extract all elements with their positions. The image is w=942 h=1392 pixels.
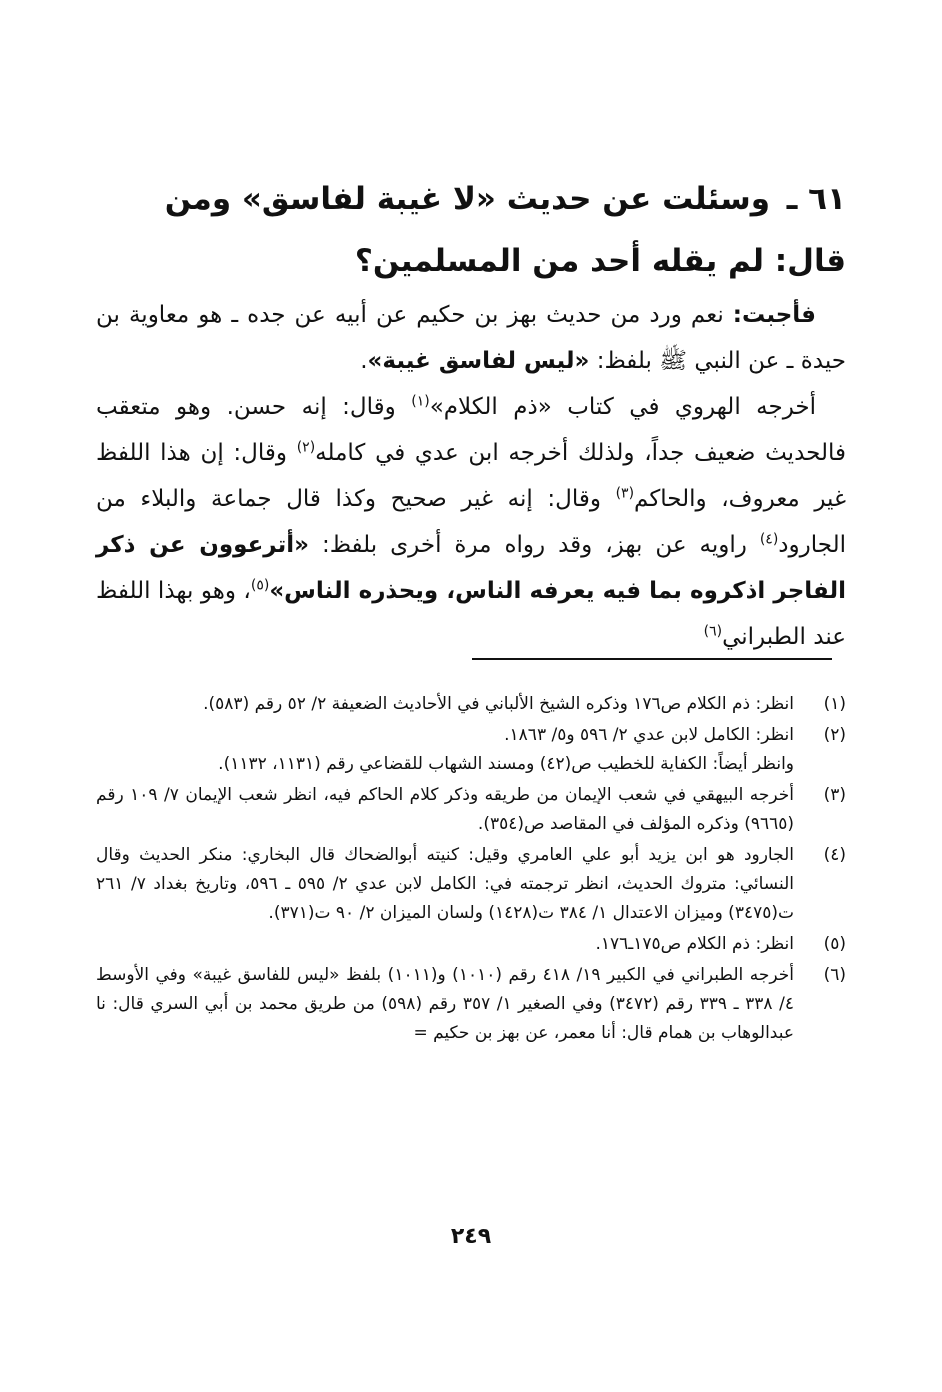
footnote-text: أخرجه البيهقي في شعب الإيمان من طريقه وذكر كلام الحاكم فيه، انظر شعب الإيمان ٧/ ١٠٩ رقم (٩٦٦٥) وذكره المؤلف في المقاصد ص(٣٥٤). [96, 785, 795, 834]
footnote-divider [472, 658, 832, 660]
footnote-4 [96, 841, 846, 928]
takhrij-text-c: وقال: إن هذا اللفظ غير معروف، والحاكم [96, 440, 846, 512]
footnote-text-line: انظر: الكامل لابن عدي ٢/ ٥٩٦ و٥/ ١٨٦٣. [504, 725, 794, 745]
footnote-number: (٦) [823, 965, 846, 985]
answer-lead: فأجبت: [732, 302, 816, 328]
answer-text: نعم ورد من حديث بهز بن حكيم عن أبيه عن جده ـ هو معاوية بن حيدة ـ عن النبي ﷺ بلفظ: [96, 302, 846, 374]
footnote-5 [96, 930, 846, 959]
footnote-number: (٥) [823, 934, 846, 954]
footnote-6 [96, 961, 846, 1048]
footnote-ref-3[interactable]: (٣) [615, 485, 635, 502]
footnote-number: (٣) [823, 785, 846, 805]
main-text [96, 292, 846, 660]
footnote-3 [96, 781, 846, 839]
question-number: ٦١ ـ [786, 181, 846, 217]
footnote-number: (٢) [823, 725, 846, 745]
question-text: وسئلت عن حديث «لا غيبة لفاسق» ومن قال: لم يقله أحد من المسلمين؟ [164, 181, 846, 279]
footnote-text: انظر: ذم الكلام ص١٧٥ـ١٧٦. [595, 934, 794, 954]
footnote-text: أخرجه الطبراني في الكبير ١٩/ ٤١٨ رقم (١٠١٠) و(١٠١١) بلفظ «ليس للفاسق غيبة» وفي الأوسط ٤/ ٣٣٨ ـ ٣٣٩ رقم (٣٤٧٢) وفي الصغير ١/ ٣٥٧ رقم (٥٩٨) من طريق محمد بن أبي السري قال: نا عبدالوهاب بن همام قال: أنا معمر، عن بهز بن حكيم = [96, 965, 795, 1043]
hadith-quote-2: «أترعوون عن ذكر الفاجر اذكروه بما فيه يعرفه الناس، ويحذره الناس» [96, 532, 847, 604]
takhrij-text-a: أخرجه الهروي في كتاب «ذم الكلام» [429, 394, 817, 420]
footnote-2 [96, 721, 846, 779]
footnote-ref-1[interactable]: (١) [411, 393, 430, 410]
hadith-quote: «ليس لفاسق غيبة» [367, 348, 590, 374]
footnote-text [96, 721, 794, 779]
footnote-text-line: وانظر أيضاً: الكفاية للخطيب ص(٤٢) ومسند الشهاب للقضاعي رقم (١١٣١، ١١٣٢). [218, 754, 794, 774]
takhrij-text-d: وقال: إنه غير صحيح وكذا قال جماعة والبلاء من الجارود [96, 486, 847, 558]
footnote-number: (١) [823, 694, 846, 714]
footnote-ref-5[interactable]: (٥) [250, 577, 270, 594]
footnote-text: الجارود هو ابن يزيد أبو علي العامري وقيل: كنيته أبوالضحاك قال البخاري: منكر الحديث وقال النسائي: متروك الحديث، انظر ترجمته في: الكامل لابن عدي ٢/ ٥٩٥ ـ ٥٩٦، وتاريخ بغداد ٧/ ٢٦١ ت(٣٤٧٥) وميزان الاعتدال ١/ ٣٨٤ ت(١٤٢٨) ولسان الميزان ٢/ ٩٠ ت(٣٧١). [96, 845, 794, 923]
footnote-ref-2[interactable]: (٢) [296, 439, 316, 456]
answer-end: . [360, 348, 368, 374]
footnote-ref-6[interactable]: (٦) [703, 623, 723, 640]
footnotes-section [96, 690, 846, 1050]
footnote-ref-4[interactable]: (٤) [759, 531, 779, 548]
page-number: ٢٤٩ [450, 1224, 492, 1249]
takhrij-text-b: وقال: إنه حسن. وهو متعقب فالحديث ضعيف جداً، ولذلك أخرجه ابن عدي في كامله [96, 394, 846, 466]
footnote-1 [96, 690, 846, 719]
takhrij-text-e: راويه عن بهز، وقد رواه مرة أخرى بلفظ: [308, 532, 760, 558]
footnote-text: انظر: ذم الكلام ص١٧٦ وذكره الشيخ الألباني في الأحاديث الضعيفة ٢/ ٥٢ رقم (٥٨٣). [203, 694, 794, 714]
footnote-number: (٤) [823, 845, 846, 865]
question-heading [96, 168, 846, 292]
takhrij-paragraph [96, 384, 846, 660]
answer-paragraph [96, 292, 846, 384]
takhrij-text-f: ، وهو بهذا اللفظ عند الطبراني [96, 578, 846, 650]
